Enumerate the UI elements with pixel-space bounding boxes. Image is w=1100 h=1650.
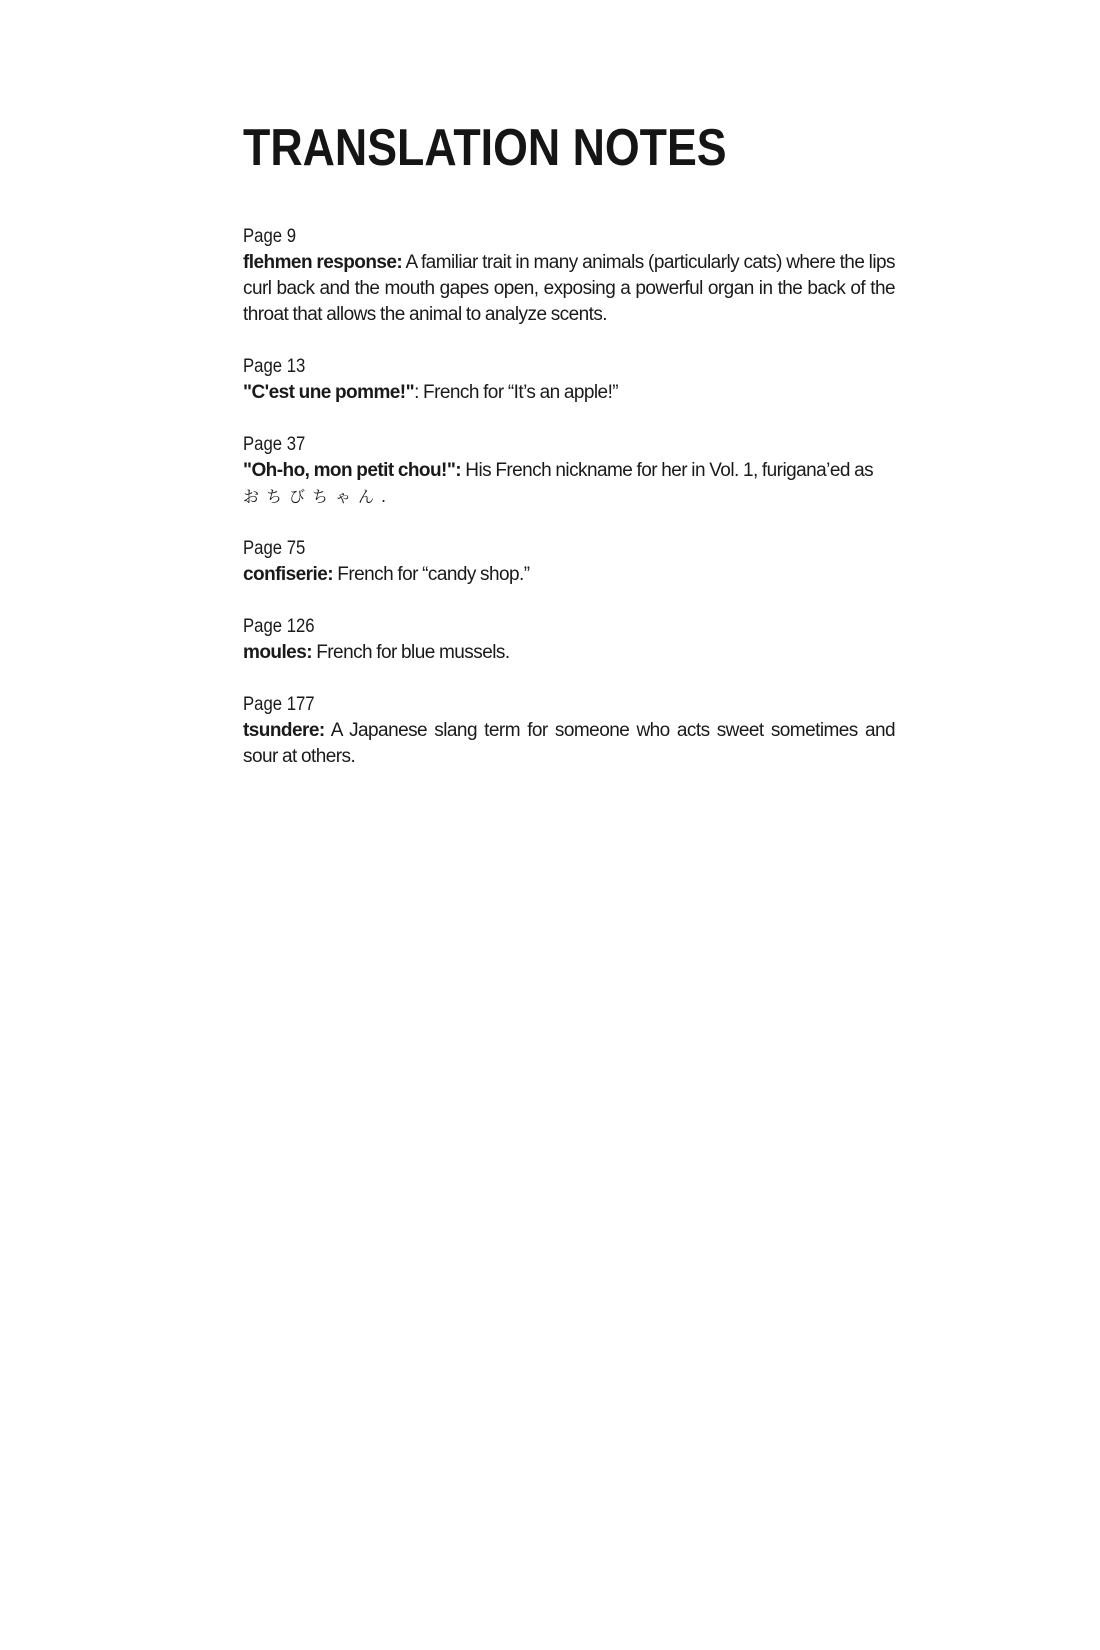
note-entry [243, 458, 895, 510]
note-term: tsundere: [243, 720, 325, 741]
note-page-ref: Page 37 [243, 434, 306, 455]
note-page-ref: Page 177 [243, 694, 315, 715]
note-text: His French nickname for her in Vol. 1, furigana’ed as [461, 460, 874, 481]
note-item [243, 692, 895, 770]
note-term: moules: [243, 642, 312, 663]
note-term: "C'est une pomme!" [243, 382, 415, 403]
note-page-ref: Page 75 [243, 538, 306, 559]
note-entry [243, 562, 895, 588]
note-page-ref: Page 9 [243, 226, 297, 247]
notes-list [243, 224, 895, 770]
note-text: : French for “It’s an apple!” [414, 382, 619, 403]
note-page-ref: Page 13 [243, 356, 306, 377]
note-item [243, 614, 895, 666]
note-term: confiserie: [243, 564, 334, 585]
note-entry [243, 380, 895, 406]
note-term: "Oh-ho, mon petit chou!": [243, 460, 462, 481]
note-text: French for “candy shop.” [333, 564, 530, 585]
note-item [243, 536, 895, 588]
translation-notes-page [243, 118, 895, 796]
page-title: TRANSLATION NOTES [243, 119, 727, 177]
note-term: flehmen response: [243, 252, 403, 273]
note-text: A Japanese slang term for someone who acts sweet sometimes and sour at others. [243, 720, 895, 767]
note-item [243, 224, 895, 328]
note-entry [243, 718, 895, 770]
note-text: French for blue mussels. [312, 642, 510, 663]
note-item [243, 354, 895, 406]
note-furigana: おちびちゃん. [243, 487, 394, 506]
note-item [243, 432, 895, 510]
note-entry [243, 250, 895, 328]
note-page-ref: Page 126 [243, 616, 315, 637]
note-text: A familiar trait in many animals (particularly cats) where the lips curl back and the mouth gapes open, exposing a powerful organ in the back of the throat that allows the animal to analyze scents. [243, 252, 895, 325]
note-entry [243, 640, 895, 666]
